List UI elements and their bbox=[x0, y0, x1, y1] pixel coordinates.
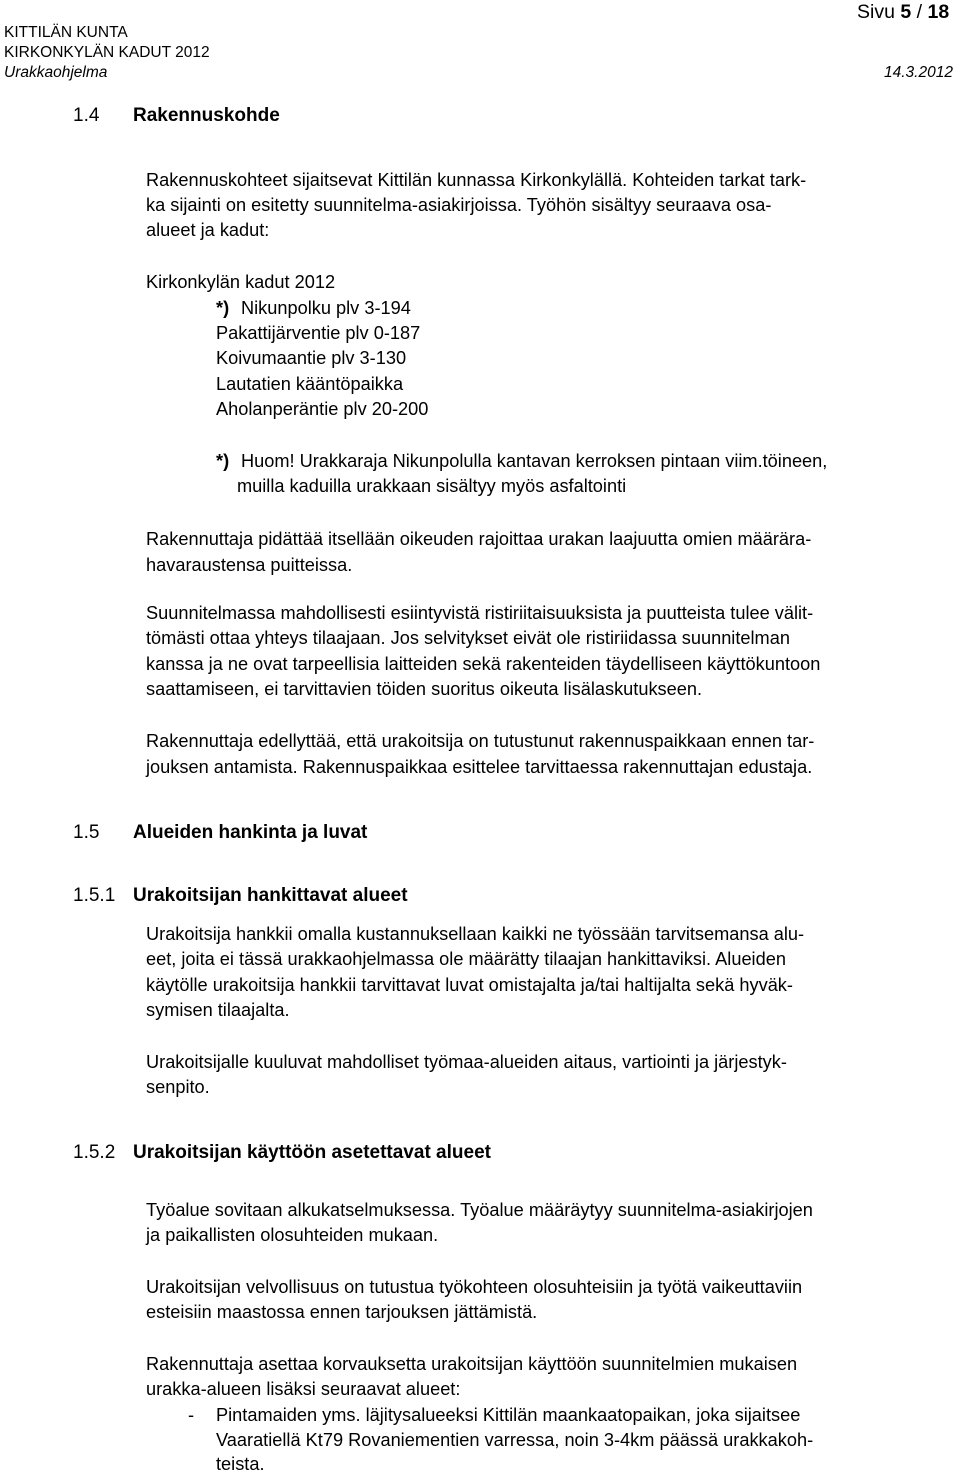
list-title: Kirkonkylän kadut 2012 bbox=[146, 272, 336, 292]
paragraph-line: havaraustensa puitteissa. bbox=[146, 555, 353, 575]
paragraph-line: käytölle urakoitsija hankkii tarvittavat luvat omistajalta ja/tai haltijalta sekä hyväk- bbox=[146, 975, 793, 995]
list-item: Pakattijärventie plv 0-187 bbox=[216, 323, 421, 343]
header-doc-type: Urakkaohjelma bbox=[4, 64, 108, 81]
section-title: Urakoitsijan käyttöön asetettavat alueet bbox=[133, 1142, 491, 1163]
section-title: Urakoitsijan hankittavat alueet bbox=[133, 885, 408, 906]
list-item: Nikunpolku plv 3-194 bbox=[241, 298, 411, 318]
paragraph-line: Suunnitelmassa mahdollisesti esiintyvistä ristiriitaisuuksista ja puutteista tulee välit- bbox=[146, 603, 814, 623]
paragraph-line: eet, joita ei tässä urakkaohjelmassa ole määrätty tilaajan hankittaviksi. Alueiden bbox=[146, 949, 786, 969]
paragraph-line: ja paikallisten olosuhteiden mukaan. bbox=[146, 1225, 439, 1245]
header-date: 14.3.2012 bbox=[884, 64, 953, 81]
paragraph-line: esteisiin maastossa ennen tarjouksen jättämistä. bbox=[146, 1302, 538, 1322]
paragraph-line: alueet ja kadut: bbox=[146, 220, 270, 240]
section-title: Alueiden hankinta ja luvat bbox=[133, 822, 368, 843]
note-line: Huom! Urakkaraja Nikunpolulla kantavan kerroksen pintaan viim.töineen, bbox=[241, 451, 828, 471]
paragraph-line: tömästi ottaa yhteys tilaajaan. Jos selvitykset eivät ole ristiriidassa suunnitelman bbox=[146, 628, 790, 648]
section-title: Rakennuskohde bbox=[133, 105, 280, 126]
paragraph-line: Rakennuskohteet sijaitsevat Kittilän kunnassa Kirkonkylällä. Kohteiden tarkat tark- bbox=[146, 170, 807, 190]
paragraph-line: symisen tilaajalta. bbox=[146, 1000, 290, 1020]
page-sep: / bbox=[911, 1, 928, 23]
header-org: KITTILÄN KUNTA bbox=[4, 24, 128, 41]
bullet-line: Vaaratiellä Kt79 Rovaniementien varressa, noin 3-4km päässä urakkakoh- bbox=[216, 1430, 814, 1450]
bullet-line: teista. bbox=[216, 1454, 265, 1474]
page-current: 5 bbox=[900, 1, 912, 23]
paragraph-line: Rakennuttaja asettaa korvauksetta urakoitsijan käyttöön suunnitelmien mukaisen bbox=[146, 1354, 798, 1374]
bullet-marker: - bbox=[188, 1405, 195, 1425]
paragraph-line: Urakoitsijan velvollisuus on tutustua työkohteen olosuhteisiin ja työtä vaikeuttaviin bbox=[146, 1277, 803, 1297]
note-line: muilla kaduilla urakkaan sisältyy myös asfaltointi bbox=[237, 476, 627, 496]
page-number bbox=[857, 1, 949, 24]
paragraph-line: Urakoitsijalle kuuluvat mahdolliset työmaa-alueiden aitaus, vartiointi ja järjestyk- bbox=[146, 1052, 787, 1072]
paragraph-line: kanssa ja ne ovat tarpeellisia laitteiden sekä rakenteiden täydelliseen käyttökuntoon bbox=[146, 654, 821, 674]
paragraph-line: ka sijainti on esitetty suunnitelma-asiakirjoissa. Työhön sisältyy seuraava osa- bbox=[146, 195, 772, 215]
paragraph-line: senpito. bbox=[146, 1077, 210, 1097]
list-item: Koivumaantie plv 3-130 bbox=[216, 348, 407, 368]
page-total: 18 bbox=[927, 1, 950, 23]
list-marker: *) bbox=[216, 298, 230, 318]
paragraph-line: Rakennuttaja pidättää itsellään oikeuden rajoittaa urakan laajuutta omien määrära- bbox=[146, 529, 812, 549]
list-item: Aholanperäntie plv 20-200 bbox=[216, 399, 429, 419]
section-number: 1.5 bbox=[73, 822, 100, 843]
paragraph-line: jouksen antamista. Rakennuspaikkaa esittelee tarvittaessa rakennuttajan edustaja. bbox=[146, 757, 813, 777]
note-marker: *) bbox=[216, 451, 230, 471]
section-number: 1.5.1 bbox=[73, 885, 116, 906]
section-number: 1.4 bbox=[73, 105, 100, 126]
paragraph-line: Rakennuttaja edellyttää, että urakoitsija on tutustunut rakennuspaikkaan ennen tar- bbox=[146, 731, 815, 751]
list-item: Lautatien kääntöpaikka bbox=[216, 374, 404, 394]
section-number: 1.5.2 bbox=[73, 1142, 116, 1163]
paragraph-line: Urakoitsija hankkii omalla kustannuksellaan kaikki ne työssään tarvitsemansa alu- bbox=[146, 924, 805, 944]
paragraph-line: Työalue sovitaan alkukatselmuksessa. Työalue määräytyy suunnitelma-asiakirjojen bbox=[146, 1200, 813, 1220]
bullet-line: Pintamaiden yms. läjitysalueeksi Kittilän maankaatopaikan, joka sijaitsee bbox=[216, 1405, 801, 1425]
paragraph-line: saattamiseen, ei tarvittavien töiden suoritus oikeuta lisälaskutukseen. bbox=[146, 679, 703, 699]
page-prefix: Sivu bbox=[857, 1, 901, 23]
header-project: KIRKONKYLÄN KADUT 2012 bbox=[4, 44, 210, 61]
paragraph-line: urakka-alueen lisäksi seuraavat alueet: bbox=[146, 1379, 461, 1399]
